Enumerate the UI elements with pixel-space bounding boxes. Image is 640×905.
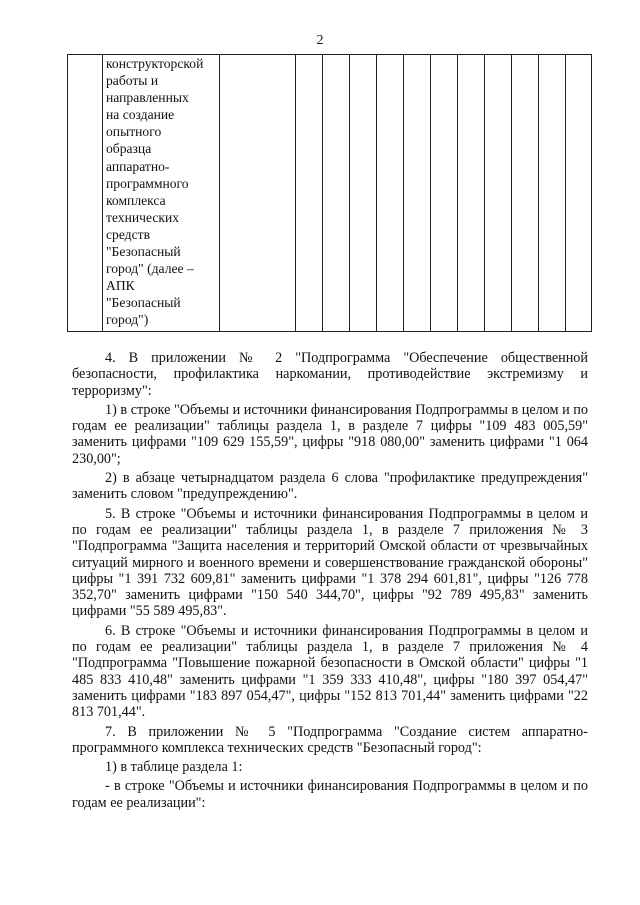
table-cell bbox=[566, 55, 592, 332]
paragraph-subitem-7-1-row: - в строке "Объемы и источники финансирования Подпрограммы в целом и по годам ее реализации": bbox=[72, 778, 588, 811]
table-cell bbox=[485, 55, 512, 332]
table-cell bbox=[431, 55, 458, 332]
page-number: 2 bbox=[316, 33, 324, 48]
table-cell bbox=[296, 55, 323, 332]
table-cell bbox=[377, 55, 404, 332]
table-cell bbox=[458, 55, 485, 332]
paragraph-subitem-4-1: 1) в строке "Объемы и источники финансирования Подпрограммы в целом и по годам ее реализации" таблицы раздела 1, в разделе 7 цифры "109 483 005,59" заменить цифрами "109 629 155,59", цифры "918 080,00" заменить цифрами "1 064 230,00"; bbox=[72, 401, 588, 467]
table-cell-description bbox=[103, 55, 220, 332]
paragraph-item-6: 6. В строке "Объемы и источники финансирования Подпрограммы в целом и по годам ее реализации" таблицы раздела 1, в разделе 7 приложения № 4 "Подпрограмма "Повышение пожарной безопасности в Омской области" цифры "1 485 833 410,48" заменить цифрами "1 359 333 410,48", цифры "180 397 054,47" заменить цифрами "183 897 054,47", цифры "152 813 701,44" заменить цифрами "22 813 701,44". bbox=[72, 622, 588, 721]
paragraph-item-5: 5. В строке "Объемы и источники финансирования Подпрограммы в целом и по годам ее реализации" таблицы раздела 1, в разделе 7 приложения № 3 "Подпрограмма "Защита населения и территорий Омской области от чрезвычайных ситуаций мирного и военного времени и совершенствование гражданской обороны" цифры "1 391 732 609,81" заменить цифрами "1 378 294 601,81", цифры "126 778 352,70" заменить цифрами "150 540 344,70", цифры "92 789 495,83" заменить цифрами "55 589 495,83". bbox=[72, 505, 588, 620]
table-cell bbox=[323, 55, 350, 332]
continuation-table bbox=[67, 54, 592, 332]
document-body bbox=[72, 350, 588, 814]
cell-text: конструкторской работы и направленных на создание опытного образца аппаратно- программного комплекса технических средств "Безопасный город" (далее – АПК "Безопасный город") bbox=[106, 56, 204, 328]
table-row bbox=[68, 55, 592, 332]
table-cell bbox=[68, 55, 103, 332]
table-cell bbox=[220, 55, 296, 332]
table-cell bbox=[404, 55, 431, 332]
paragraph-subitem-7-1: 1) в таблице раздела 1: bbox=[105, 759, 243, 776]
paragraph-item-4: 4. В приложении № 2 "Подпрограмма "Обеспечение общественной безопасности, профилактика наркомании, противодействие экстремизму и терроризму": bbox=[72, 350, 588, 399]
paragraph-subitem-4-2: 2) в абзаце четырнадцатом раздела 6 слова "профилактике предупреждения" заменить словом "предупреждению". bbox=[72, 470, 588, 503]
table-cell bbox=[350, 55, 377, 332]
paragraph-item-7: 7. В приложении № 5 "Подпрограмма "Создание систем аппаратно-программного комплекса технических средств "Безопасный город": bbox=[72, 723, 588, 756]
table-cell bbox=[512, 55, 539, 332]
table-cell bbox=[539, 55, 566, 332]
